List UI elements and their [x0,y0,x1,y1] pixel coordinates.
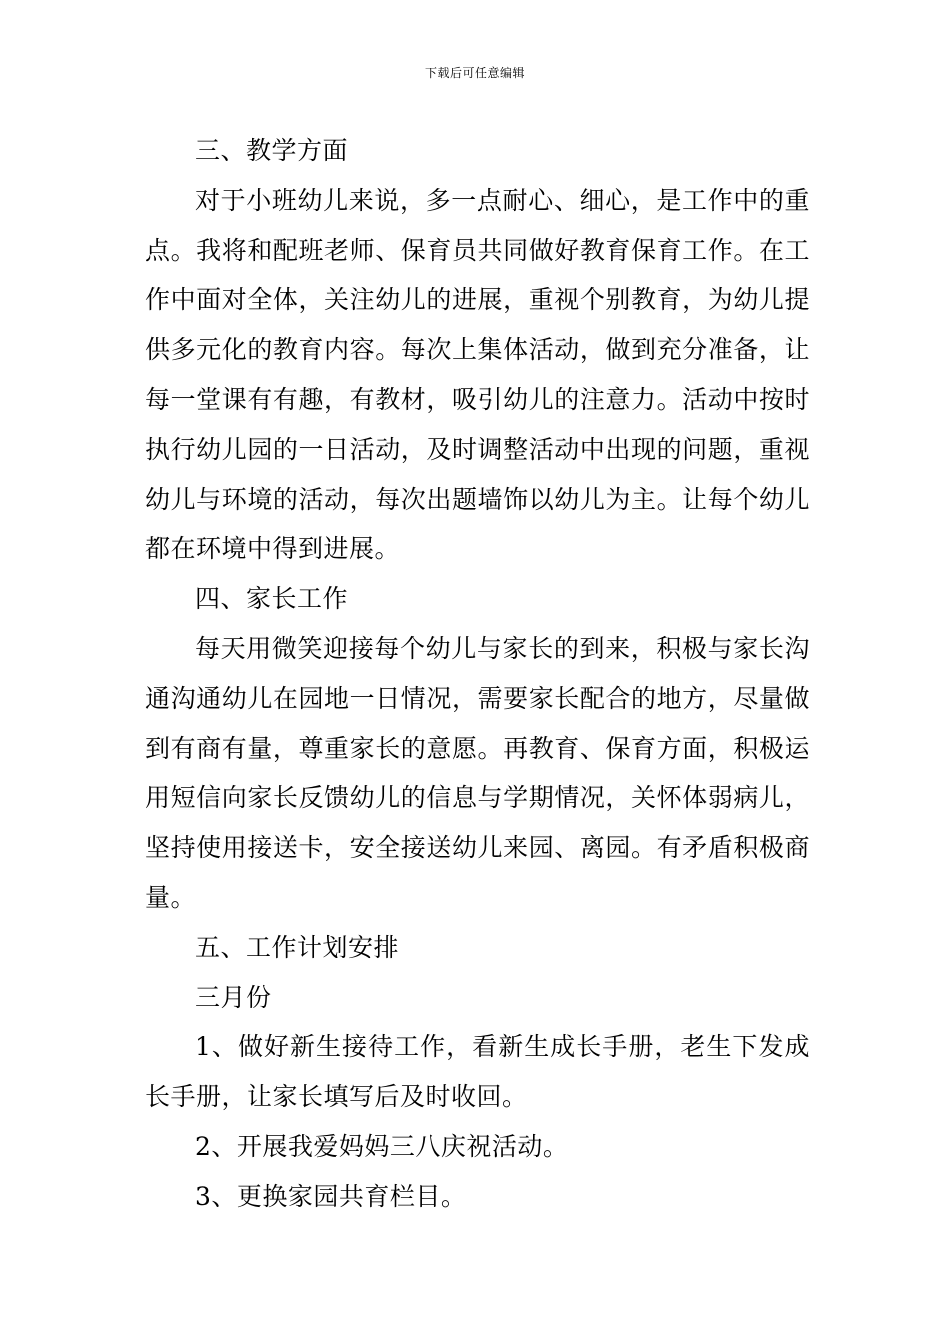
page-header: 下载后可任意编辑 [424,66,525,80]
paragraph-teaching: 对于小班幼儿来说，多一点耐心、细心，是工作中的重点。我将和配班老师、保育员共同做好教育保育工作。在工作中面对全体，关注幼儿的进展，重视个别教育，为幼儿提供多元化的教育内容。每次上集体活动，做到充分准备，让每一堂课有有趣，有教材，吸引幼儿的注意力。活动中按时执行幼儿园的一日活动，及时调整活动中出现的问题，重视幼儿与环境的活动，每次出题墙饰以幼儿为主。让每个幼儿都在环境中得到进展。 [145,185,810,564]
subheading-march: 三月份 [195,982,272,1012]
section-heading-plan: 五、工作计划安排 [195,932,400,962]
list-item: 2、开展我爱妈妈三八庆祝活动。 [195,1131,569,1161]
list-item: 3、更换家园共育栏目。 [195,1181,467,1211]
section-heading-teaching: 三、教学方面 [195,136,349,165]
document-body [145,126,810,1222]
list-item: 1、做好新生接待工作，看新生成长手册，老生下发成长手册，让家长填写后及时收回。 [145,1032,810,1112]
paragraph-parents: 每天用微笑迎接每个幼儿与家长的到来，积极与家长沟通沟通幼儿在园地一日情况，需要家长配合的地方，尽量做到有商有量，尊重家长的意愿。再教育、保育方面，积极运用短信向家长反馈幼儿的信息与学期情况，关怀体弱病儿，坚持使用接送卡，安全接送幼儿来园、离园。有矛盾积极商量。 [145,633,810,912]
section-heading-parents: 四、家长工作 [195,584,349,614]
